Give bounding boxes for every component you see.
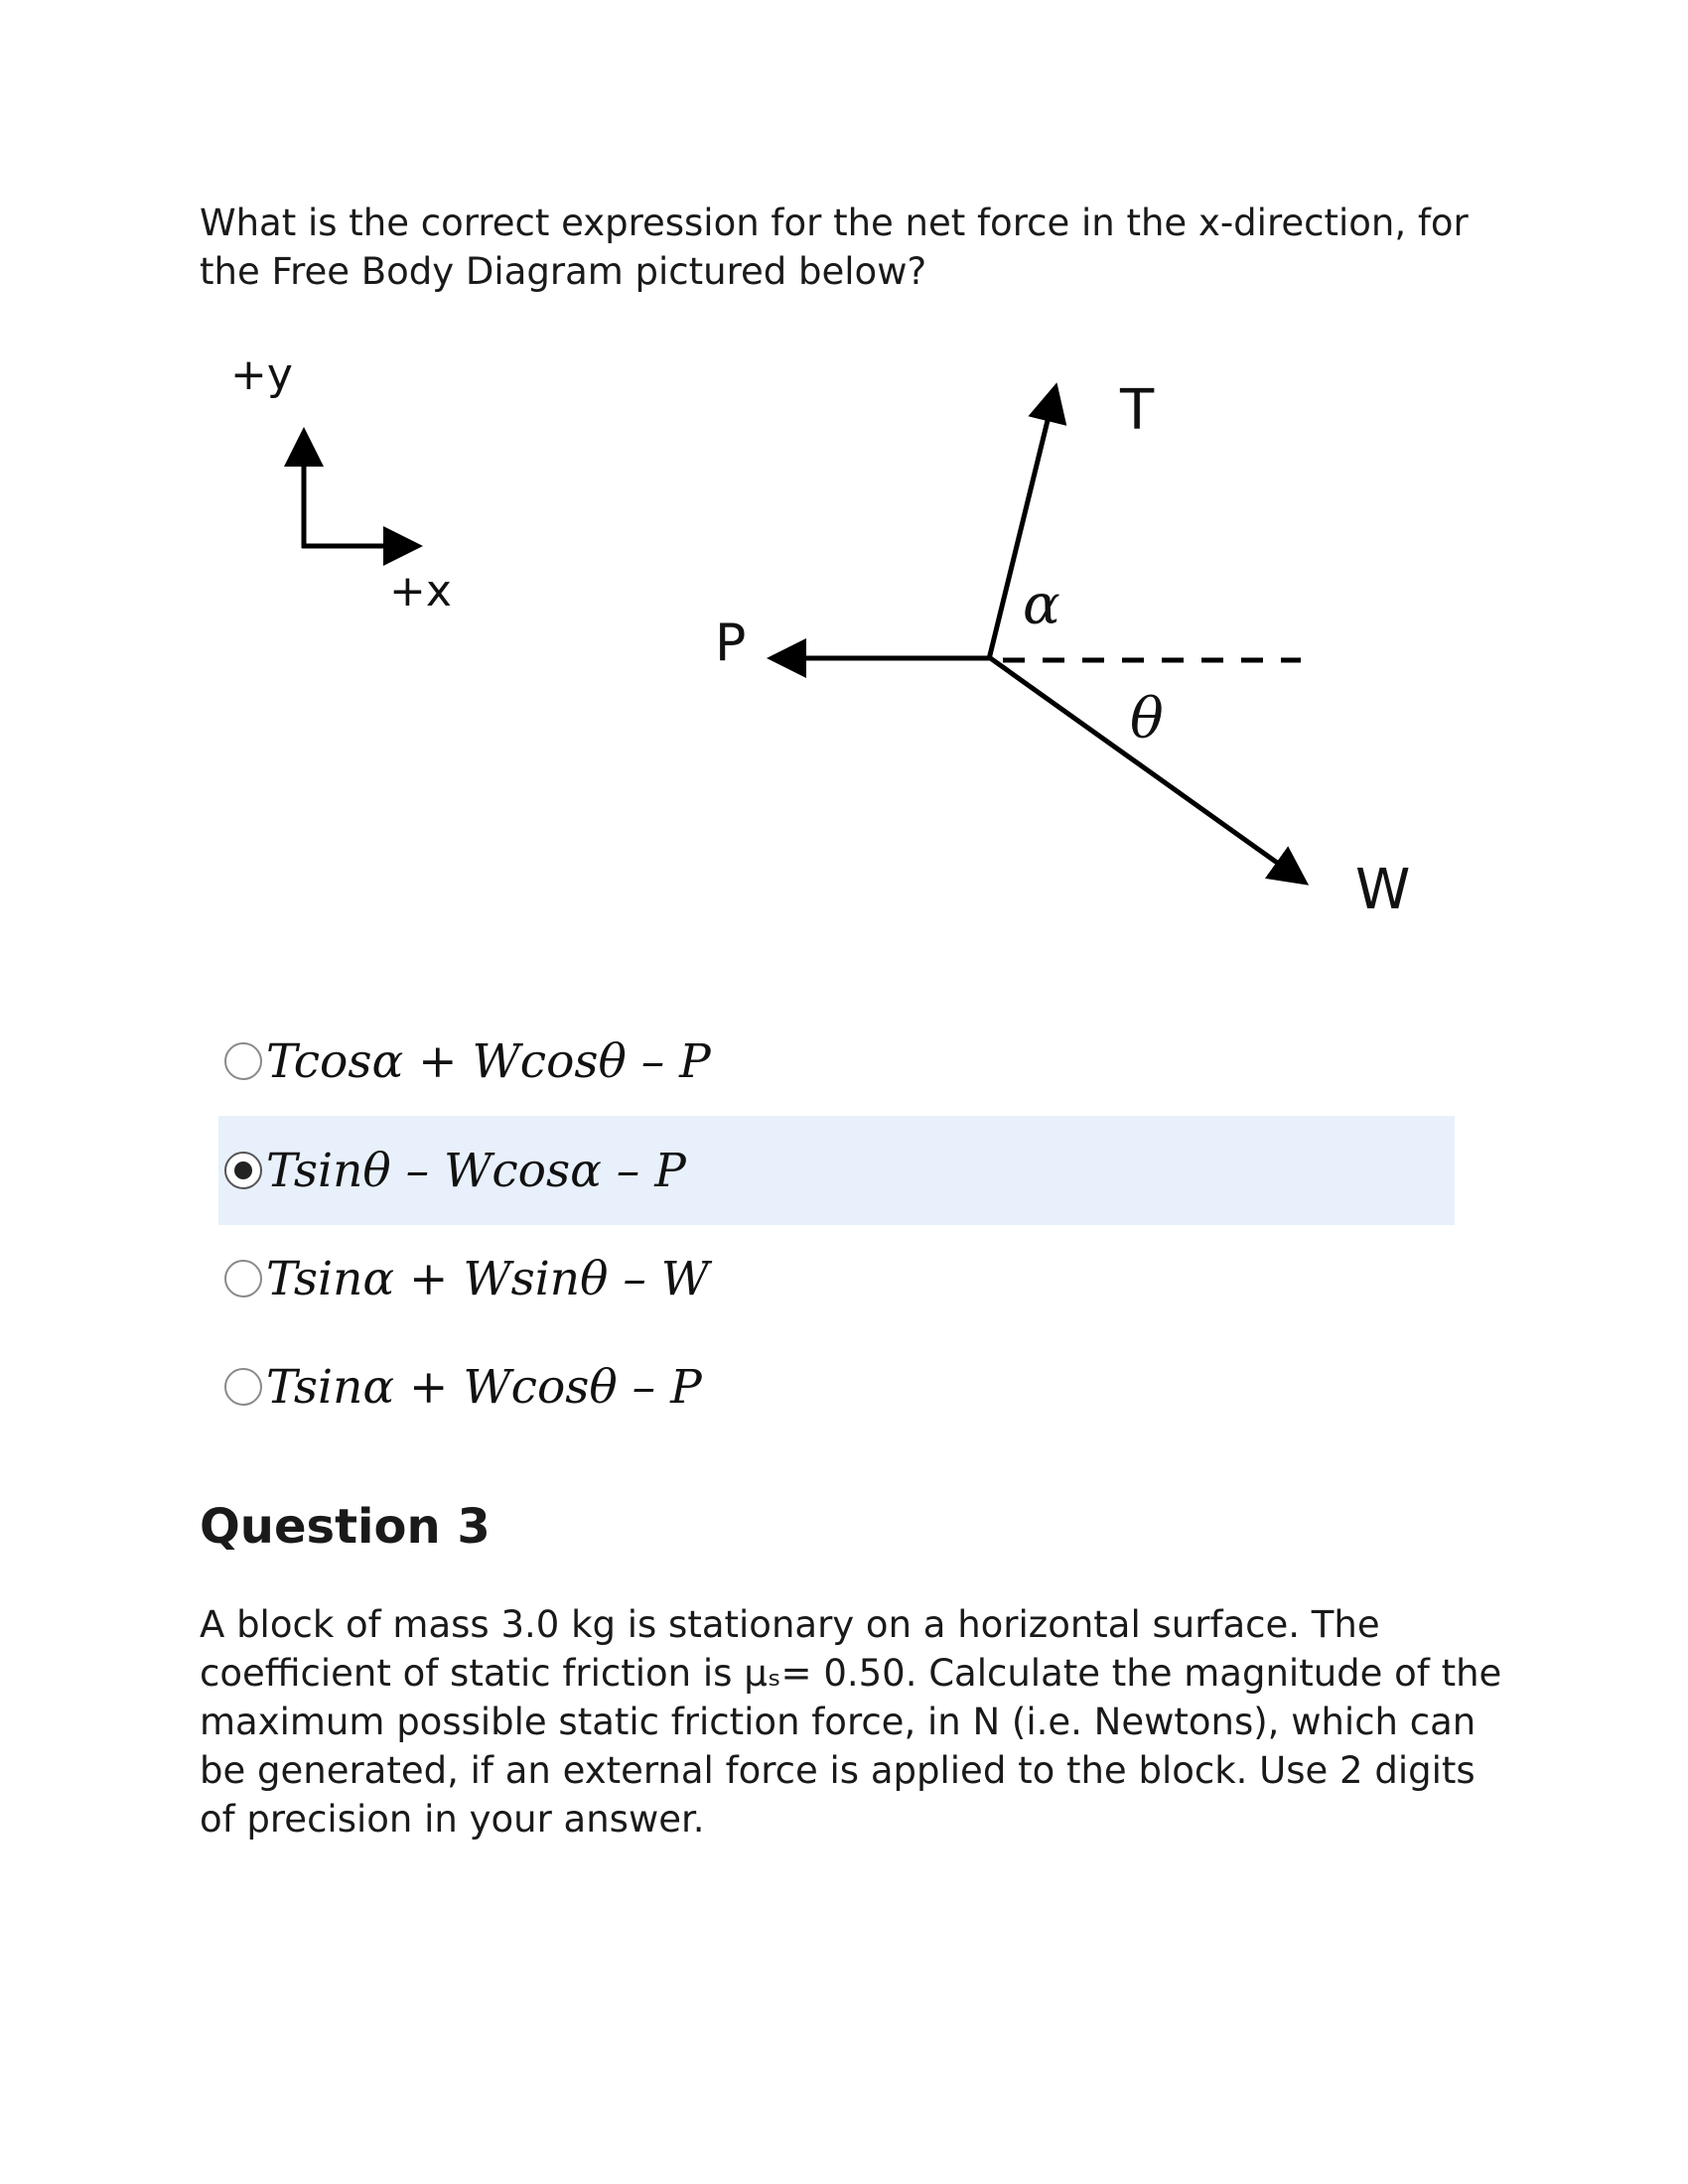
answer-option-2[interactable] [218, 1116, 1455, 1225]
question-3-heading: Question 3 [200, 1499, 491, 1555]
radio-button-3[interactable] [224, 1260, 262, 1297]
radio-button-1[interactable] [224, 1042, 262, 1080]
axes-indicator [230, 349, 452, 616]
force-p-label: P [715, 614, 747, 673]
force-t-label: T [1120, 378, 1155, 443]
answer-option-text: Tcosα + Wcosθ – P [266, 1033, 711, 1089]
answer-option-1[interactable] [218, 1007, 1455, 1116]
axis-x-label: +x [389, 566, 452, 616]
force-w-label: W [1355, 858, 1411, 922]
answer-option-text: Tsinα + Wcosθ – P [266, 1359, 702, 1415]
axis-y-label: +y [230, 349, 293, 400]
force-vectors [715, 378, 1410, 922]
question-2-prompt: What is the correct expression for the net force in the x-direction, for the Free Body Diagram pictured below? [200, 202, 1469, 293]
angle-alpha-label: α [1023, 573, 1060, 637]
answer-option-3[interactable] [218, 1224, 1455, 1333]
answer-option-text: Tsinθ – Wcosα – P [266, 1143, 686, 1198]
question-3-prompt: A block of mass 3.0 kg is stationary on a horizontal surface. The coefficient of static friction is μₛ= 0.50. Calculate the magnitude of the maximum possible static friction force, in N (i.e. Newtons), which can be generated, if an external force is applied to the block. Use 2 digits of precision in your answer. [200, 1603, 1502, 1841]
answer-option-text: Tsinα + Wsinθ – W [266, 1251, 710, 1306]
radio-button-2-selected[interactable] [224, 1152, 262, 1189]
free-body-diagram [218, 347, 1460, 963]
angle-theta-label: θ [1130, 687, 1164, 751]
answer-option-4[interactable] [218, 1332, 1455, 1441]
radio-button-4[interactable] [224, 1368, 262, 1406]
